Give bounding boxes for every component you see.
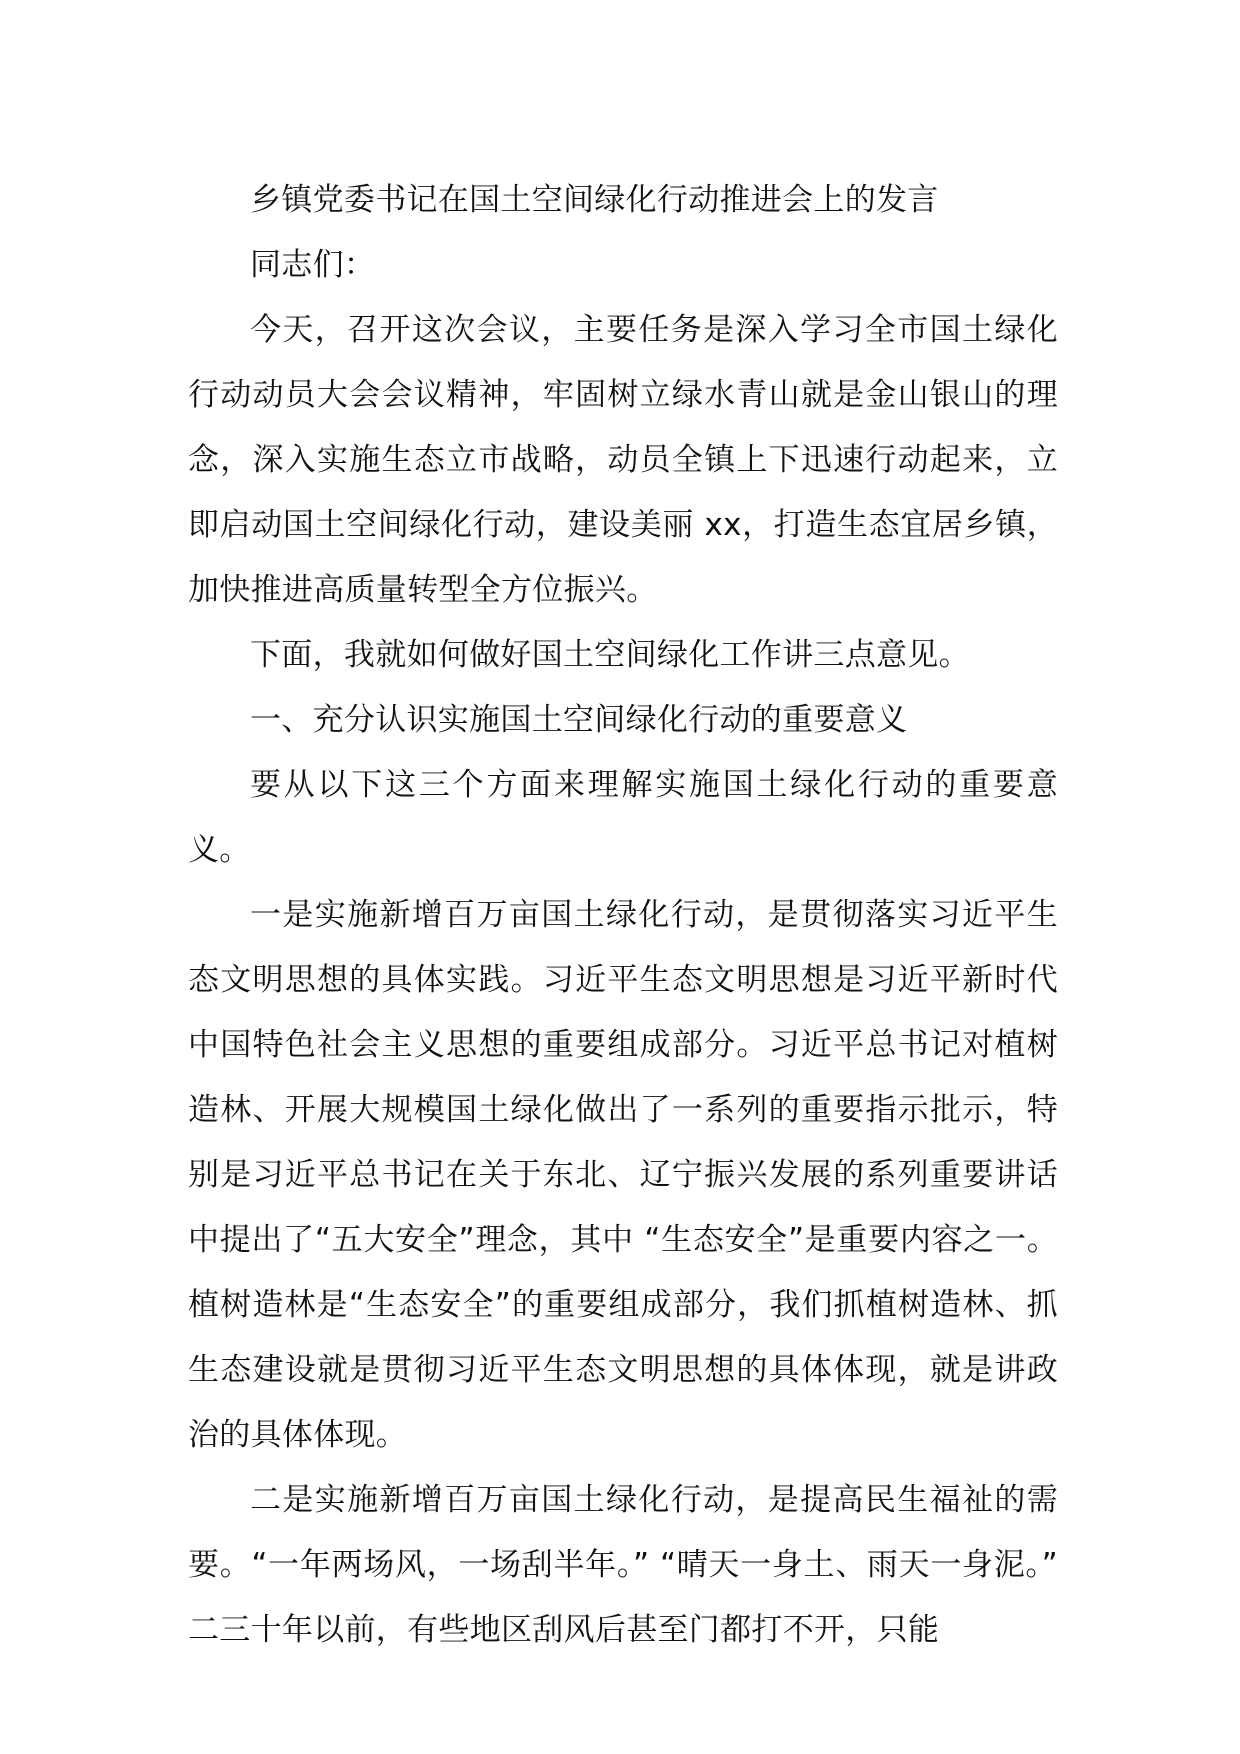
paragraph-intro-points: 下面，我就如何做好国土空间绿化工作讲三点意见。 bbox=[250, 637, 970, 673]
paragraph-opening: 今天，召开这次会议，主要任务是深入学习全市国土绿化行动动员大会会议精神，牢固树立绿水青山就是金山银山的理念，深入实施生态立市战略，动员全镇上下迅速行动起来，立即启动国土空间绿化行动，建设美丽 xx，打造生态宜居乡镇，加快推进高质量转型全方位振兴。 bbox=[188, 312, 1058, 608]
document-body bbox=[188, 168, 1058, 1663]
speech-title: 乡镇党委书记在国土空间绿化行动推进会上的发言 bbox=[250, 182, 939, 218]
paragraph-point-1: 一是实施新增百万亩国土绿化行动，是贯彻落实习近平生态文明思想的具体实践。习近平生态文明思想是习近平新时代中国特色社会主义思想的重要组成部分。习近平总书记对植树造林、开展大规模国土绿化做出了一系列的重要指示批示，特别是习近平总书记在关于东北、辽宁振兴发展的系列重要讲话中提出了“五大安全”理念，其中 “生态安全”是重要内容之一。植树造林是“生态安全”的重要组成部分，我们抓植树造林、抓生态建设就是贯彻习近平生态文明思想的具体体现，就是讲政治的具体体现。 bbox=[188, 897, 1058, 1453]
paragraph-point-2: 二是实施新增百万亩国土绿化行动，是提高民生福祉的需要。“一年两场风，一场刮半年。” “晴天一身土、雨天一身泥。” 二三十年以前，有些地区刮风后甚至门都打不开，只能 bbox=[188, 1482, 1058, 1648]
section-heading-1: 一、充分认识实施国土空间绿化行动的重要意义 bbox=[250, 702, 908, 738]
paragraph-section-lead: 要从以下这三个方面来理解实施国土绿化行动的重要意义。 bbox=[188, 767, 1058, 868]
salutation: 同志们： bbox=[250, 247, 376, 283]
